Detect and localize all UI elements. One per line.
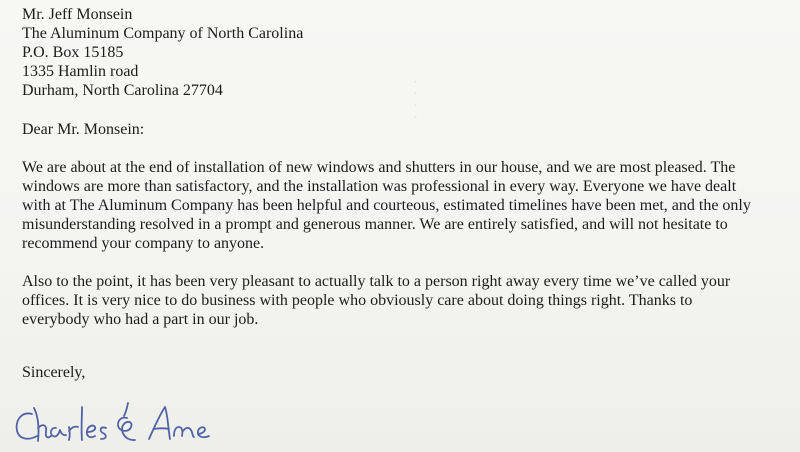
closing: Sincerely, (22, 364, 86, 381)
letter-content (22, 5, 792, 382)
body-paragraph-2: Also to the point, it has been very pleasant to actually talk to a person right away every time we’ve called your offices. It is very nice to do business with people who obviously care about doing things right. Thanks to everybody who had a part in our job. (22, 273, 731, 328)
recipient-company: The Aluminum Company of North Carolina (22, 25, 304, 42)
handwritten-signature (8, 394, 218, 452)
recipient-address (22, 5, 792, 100)
salutation: Dear Mr. Monsein: (22, 121, 145, 138)
recipient-street: 1335 Hamlin road (22, 63, 139, 80)
body-paragraph-1: We are about at the end of installation of new windows and shutters in our house, and we are most pleased. The windows are more than satisfactory, and the installation was professional in every way. Everyone we have dealt with at The Aluminum Company has been helpful and courteous, estimated timelines have been met, and the only misunderstanding resolved in a prompt and generous manner. We are entirely satisfied, and will not hesitate to recommend your company to anyone. (22, 159, 751, 252)
recipient-po-box: P.O. Box 15185 (22, 44, 124, 61)
recipient-name: Mr. Jeff Monsein (22, 6, 133, 23)
recipient-city-state-zip: Durham, North Carolina 27704 (22, 82, 223, 99)
bleed-through-marks: · · · · (405, 78, 427, 120)
